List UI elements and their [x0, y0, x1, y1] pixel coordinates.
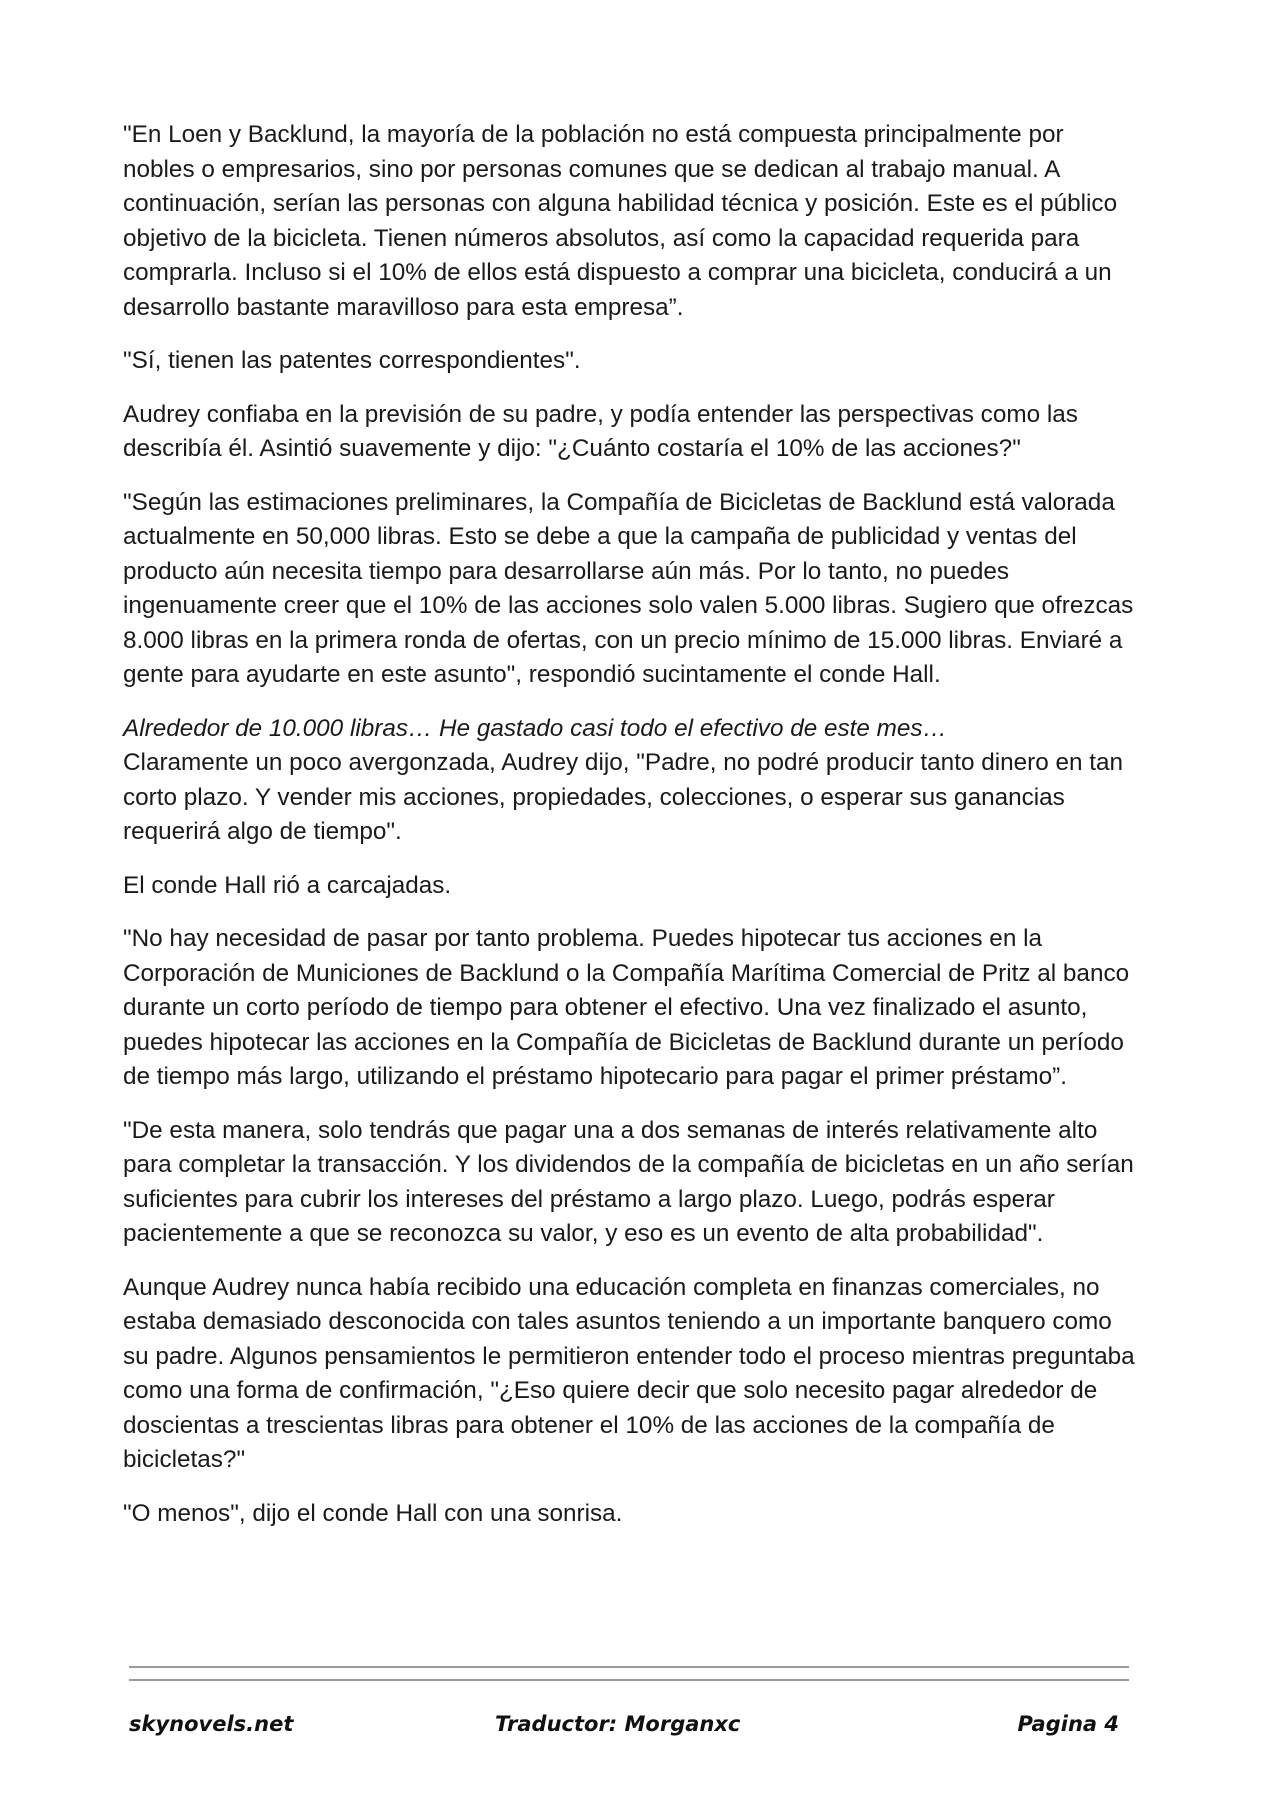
paragraph — [123, 1114, 1139, 1252]
paragraph — [123, 922, 1139, 1095]
paragraph-text: "No hay necesidad de pasar por tanto problema. Puedes hipotecar tus acciones en la Corporación de Municiones de Backlund o la Compañía Marítima Comercial de Pritz al banco durante un corto período de tiempo para obtener el efectivo. Una vez finalizado el asunto, puedes hipotecar las acciones en la Compañía de Bicicletas de Backlund durante un período de tiempo más largo, utilizando el préstamo hipotecario para pagar el primer préstamo”. — [123, 925, 1130, 1090]
paragraph — [123, 1497, 1139, 1532]
paragraph — [123, 1271, 1139, 1478]
paragraph-italic-thought: Alrededor de 10.000 libras… He gastado casi todo el efectivo de este mes… — [123, 714, 947, 742]
footer-site: skynovels.net — [129, 1712, 294, 1736]
paragraph — [123, 869, 1139, 904]
paragraph — [123, 486, 1139, 693]
paragraph-text: "O menos", dijo el conde Hall con una sonrisa. — [123, 1499, 623, 1527]
paragraph — [123, 118, 1139, 325]
footer-divider — [129, 1666, 1129, 1692]
divider-line — [129, 1666, 1129, 1668]
paragraph — [123, 344, 1139, 379]
paragraph-text: "En Loen y Backlund, la mayoría de la población no está compuesta principalmente por nobles o empresarios, sino por personas comunes que se dedican al trabajo manual. A continuación, serían las personas con alguna habilidad técnica y posición. Este es el público objetivo de la bicicleta. Tienen números absolutos, así como la capacidad requerida para comprarla. Incluso si el 10% de ellos está dispuesto a comprar una bicicleta, conducirá a un desarrollo bastante maravilloso para esta empresa”. — [123, 121, 1118, 321]
paragraph-text: Claramente un poco avergonzada, Audrey dijo, "Padre, no podré producir tanto dinero en tan corto plazo. Y vender mis acciones, propiedades, colecciones, o esperar sus ganancias requerirá algo de tiempo". — [123, 749, 1124, 845]
paragraph-text: Audrey confiaba en la previsión de su padre, y podía entender las perspectivas como las describía él. Asintió suavemente y dijo: "¿Cuánto costaría el 10% de las acciones?" — [123, 400, 1078, 462]
paragraph — [123, 712, 1139, 850]
paragraph-text: "Sí, tienen las patentes correspondientes". — [123, 347, 581, 374]
page-footer — [129, 1712, 1119, 1752]
footer-translator: Traductor: Morganxc — [495, 1712, 741, 1736]
paragraph-text: "Según las estimaciones preliminares, la Compañía de Bicicletas de Backlund está valorada actualmente en 50,000 libras. Esto se debe a que la campaña de publicidad y ventas del producto aún necesita tiempo para desarrollarse aún más. Por lo tanto, no puedes ingenuamente creer que el 10% de las acciones solo valen 5.000 libras. Sugiero que ofrezcas 8.000 libras en la primera ronda de ofertas, con un precio mínimo de 15.000 libras. Enviaré a gente para ayudarte en este asunto", respondió sucintamente el conde Hall. — [123, 488, 1134, 688]
paragraph-text: "De esta manera, solo tendrás que pagar una a dos semanas de interés relativamente alto para completar la transacción. Y los dividendos de la compañía de bicicletas en un año serían suficientes para cubrir los intereses del préstamo a largo plazo. Luego, podrás esperar pacientemente a que se reconozca su valor, y eso es un evento de alta probabilidad". — [123, 1116, 1134, 1247]
paragraph-text: El conde Hall rió a carcajadas. — [123, 871, 452, 899]
paragraph — [123, 398, 1139, 467]
footer-page-number: Pagina 4 — [1017, 1712, 1119, 1736]
page-body — [123, 118, 1139, 1550]
paragraph-text: Aunque Audrey nunca había recibido una educación completa en finanzas comerciales, no estaba demasiado desconocida con tales asuntos teniendo a un importante banquero como su padre. Algunos pensamientos le permitieron entender todo el proceso mientras preguntaba como una forma de confirmación, "¿Eso quiere decir que solo necesito pagar alrededor de doscientas a trescientas libras para obtener el 10% de las acciones de la compañía de bicicletas?" — [123, 1273, 1135, 1473]
divider-line — [129, 1679, 1129, 1681]
